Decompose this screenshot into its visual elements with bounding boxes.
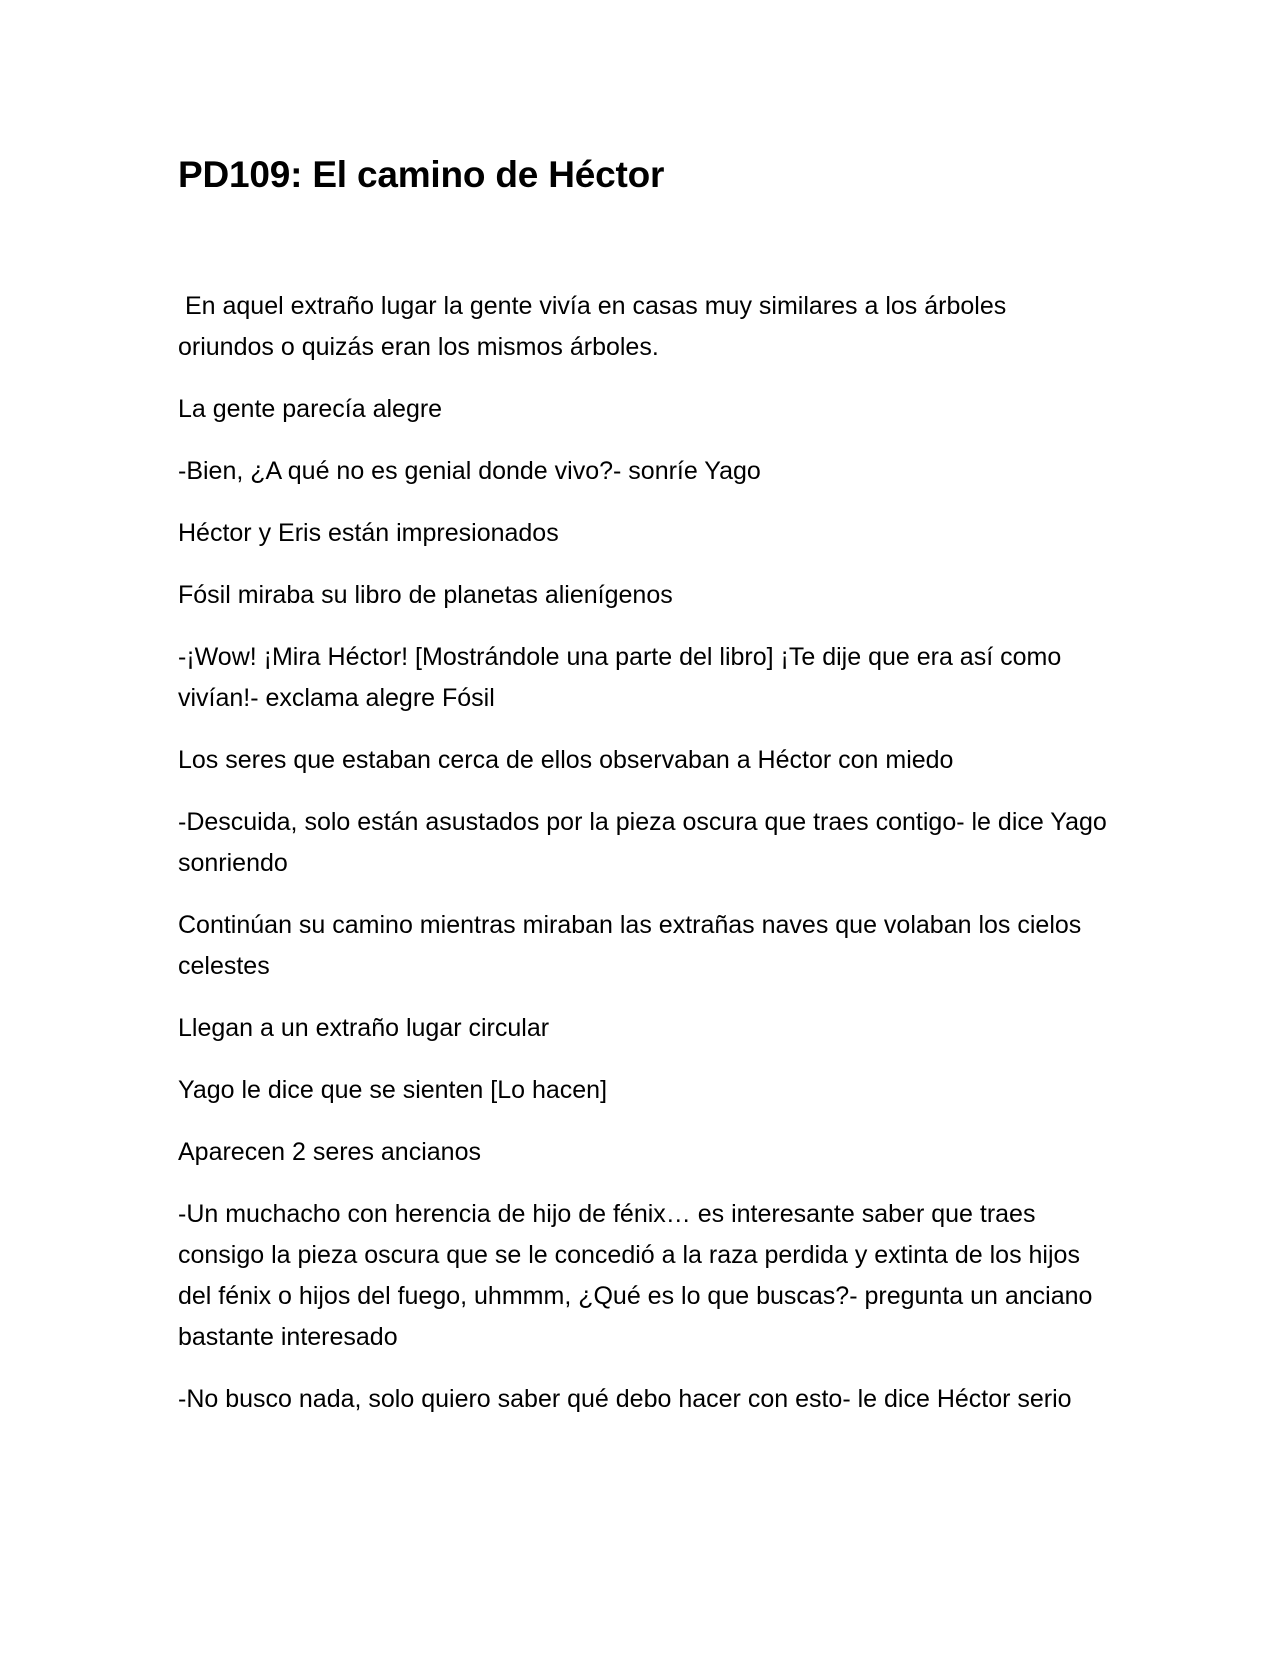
paragraph: Llegan a un extraño lugar circular [178, 1014, 550, 1042]
paragraph: Aparecen 2 seres ancianos [178, 1138, 481, 1166]
paragraph: Los seres que estaban cerca de ellos observaban a Héctor con miedo [178, 746, 954, 774]
paragraph: Continúan su camino mientras miraban las extrañas naves que volaban los cielos celestes [178, 911, 1082, 980]
paragraph: Fósil miraba su libro de planetas alienígenos [178, 581, 673, 609]
paragraph: Héctor y Eris están impresionados [178, 519, 559, 547]
paragraph: -Un muchacho con herencia de hijo de fénix… es interesante saber que traes consigo la pieza oscura que se le concedió a la raza perdida y extinta de los hijos del fénix o hijos del fuego, uhmmm, ¿Qué es lo que buscas?- pregunta un anciano bastante interesado [178, 1200, 1093, 1351]
paragraph: En aquel extraño lugar la gente vivía en casas muy similares a los árboles oriundos o quizás eran los mismos árboles. [178, 292, 1014, 361]
document-title: PD109: El camino de Héctor [178, 154, 665, 195]
document-body [178, 286, 1108, 1441]
paragraph: -Descuida, solo están asustados por la pieza oscura que traes contigo- le dice Yago sonriendo [178, 808, 1107, 877]
paragraph: La gente parecía alegre [178, 395, 443, 423]
paragraph: -¡Wow! ¡Mira Héctor! [Mostrándole una parte del libro] ¡Te dije que era así como vivían!- exclama alegre Fósil [178, 643, 1062, 712]
paragraph: Yago le dice que se sienten [Lo hacen] [178, 1076, 608, 1104]
paragraph: -No busco nada, solo quiero saber qué debo hacer con esto- le dice Héctor serio [178, 1385, 1072, 1413]
paragraph: -Bien, ¿A qué no es genial donde vivo?- sonríe Yago [178, 457, 761, 485]
